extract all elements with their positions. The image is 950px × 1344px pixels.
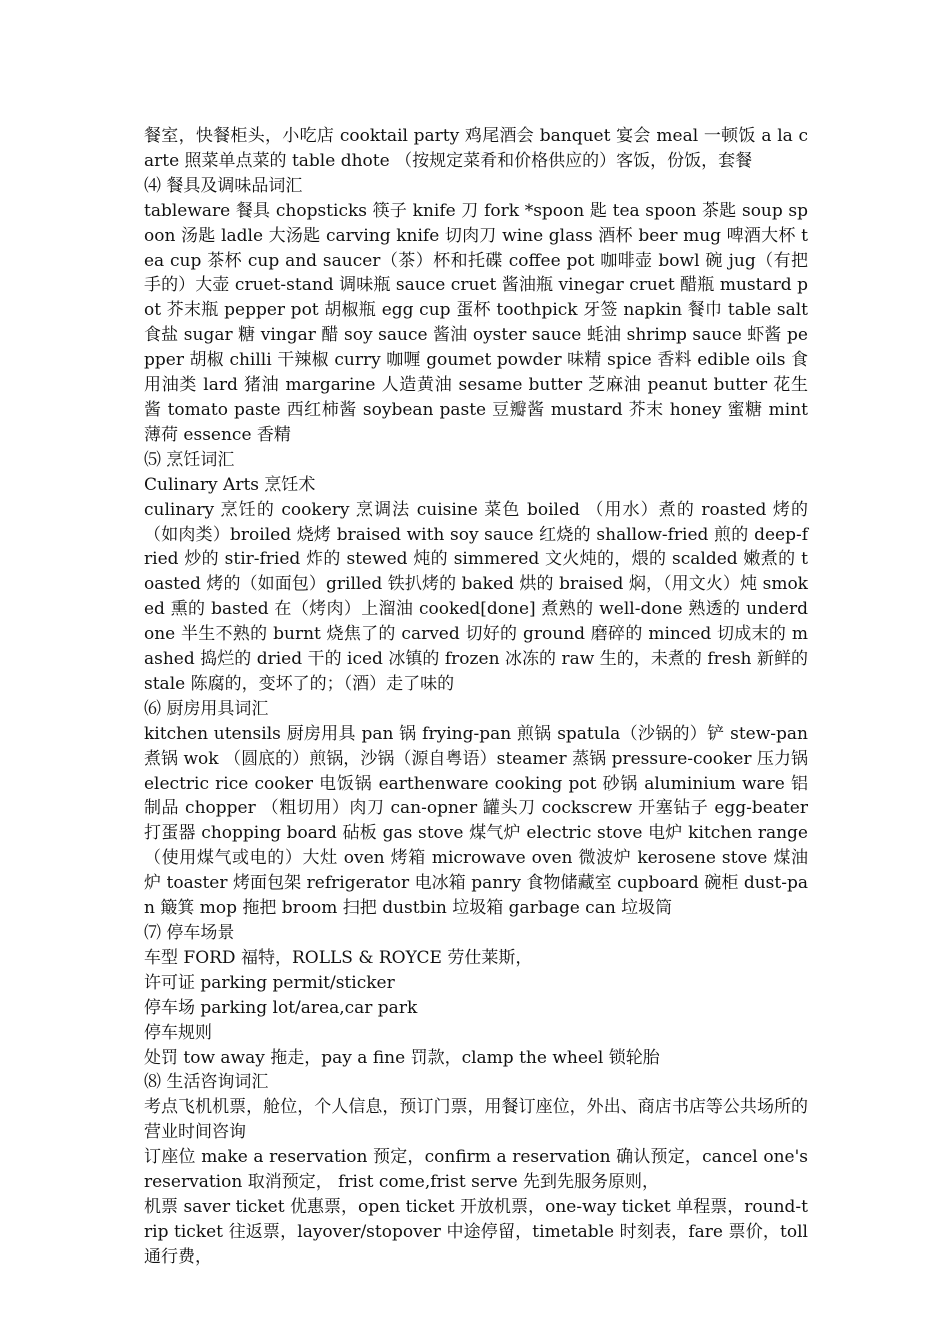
section-heading: ⑹ 厨房用具词汇	[144, 698, 269, 719]
text-paragraph: tableware 餐具 chopsticks 筷子 knife 刀 fork *spoon 匙 tea spoon 茶匙 soup spoon 汤匙 ladle 大汤匙 carving knife 切肉刀 wine glass 酒杯 beer mug 啤酒大杯 tea cup 茶杯 cup and saucer（茶）杯和托碟 coffee pot 咖啡壶 bowl 碗 jug（有把手的）大壶 cruet-stand 调味瓶 sauce cruet 酱油瓶 vinegar cruet 醋瓶 mustard pot 芥末瓶 pepper pot 胡椒瓶 egg cup 蛋杯 toothpick 牙签 napkin 餐巾 table salt 食盐 sugar 糖 vingar 醋 soy sauce 酱油 oyster sauce 蚝油 shrimp sauce 虾酱 pepper 胡椒 chilli 干辣椒 curry 咖喱 goumet powder 味精 spice 香料 edible oils 食用油类 lard 猪油 margarine 人造黄油 sesame butter 芝麻油 peanut butter 花生酱 tomato paste 西红柿酱 soybean paste 豆瓣酱 mustard 芥末 honey 蜜糖 mint 薄荷 essence 香精	[144, 200, 808, 445]
section-heading: ⑸ 烹饪词汇	[144, 449, 235, 470]
section-heading: ⑻ 生活咨询词汇	[144, 1072, 269, 1093]
section-heading: ⑷ 餐具及调味品词汇	[144, 175, 303, 196]
text-paragraph: culinary 烹饪的 cookery 烹调法 cuisine 菜色 boiled （用水）煮的 roasted 烤的（如肉类）broiled 烧烤 braised with soy sauce 红烧的 shallow-fried 煎的 deep-fried 炒的 stir-fried 炸的 stewed 炖的 simmered 文火炖的，煨的 scalded 嫩煮的 toasted 烤的（如面包）grilled 铁扒烤的 baked 烘的 braised 焖，（用文火）炖 smoked 熏的 basted 在（烤肉）上溜油 cooked[done] 煮熟的 well-done 熟透的 underdone 半生不熟的 burnt 烧焦了的 carved 切好的 ground 磨碎的 minced 切成末的 mashed 捣烂的 dried 干的 iced 冰镇的 frozen 冰冻的 raw 生的，未煮的 fresh 新鲜的 stale 陈腐的，变坏了的；（酒）走了味的	[144, 499, 808, 694]
text-paragraph: kitchen utensils 厨房用具 pan 锅 frying-pan 煎锅 spatula（沙锅的）铲 stew-pan 煮锅 wok （圆底的）煎锅，沙锅（源自粤语）steamer 蒸锅 pressure-cooker 压力锅 electric rice cooker 电饭锅 earthenware cooking pot 砂锅 aluminium ware 铝制品 chopper （粗切用）肉刀 can-opner 罐头刀 cockscrew 开塞钻子 egg-beater 打蛋器 chopping board 砧板 gas stove 煤气炉 electric stove 电炉 kitchen range （使用煤气或电的）大灶 oven 烤箱 microwave oven 微波炉 kerosene stove 煤油炉 toaster 烤面包架 refrigerator 电冰箱 panry 食物储藏室 cupboard 碗柜 dust-pan 簸箕 mop 拖把 broom 扫把 dustbin 垃圾箱 garbage can 垃圾筒	[144, 723, 808, 919]
document-page	[144, 124, 808, 1270]
text-paragraph: 处罚 tow away 拖走，pay a fine 罚款，clamp the wheel 锁轮胎	[144, 1047, 660, 1068]
text-paragraph: 考点飞机机票，舱位，个人信息，预订门票，用餐订座位，外出、商店书店等公共场所的营业时间咨询	[144, 1097, 808, 1143]
text-paragraph: Culinary Arts 烹饪术	[144, 474, 316, 495]
text-paragraph: 许可证 parking permit/sticker	[144, 972, 395, 993]
text-paragraph: 订座位 make a reservation 预定，confirm a reservation 确认预定，cancel one's reservation 取消预定， frist come,frist serve 先到先服务原则，	[144, 1147, 808, 1193]
text-paragraph: 餐室，快餐柜头，小吃店 cooktail party 鸡尾酒会 banquet 宴会 meal 一顿饭 a la carte 照菜单点菜的 table dhote （按规定菜肴和价格供应的）客饭，份饭，套餐	[144, 126, 808, 171]
text-paragraph: 停车规则	[144, 1022, 212, 1043]
section-heading: ⑺ 停车场景	[144, 923, 235, 943]
text-paragraph: 机票 saver ticket 优惠票，open ticket 开放机票，one-way ticket 单程票，round-trip ticket 往返票，layover/stopover 中途停留，timetable 时刻表，fare 票价，toll 通行费，	[144, 1196, 808, 1267]
text-paragraph: 车型 FORD 福特，ROLLS & ROYCE 劳仕莱斯，	[144, 947, 533, 968]
text-paragraph: 停车场 parking lot/area,car park	[144, 997, 418, 1018]
